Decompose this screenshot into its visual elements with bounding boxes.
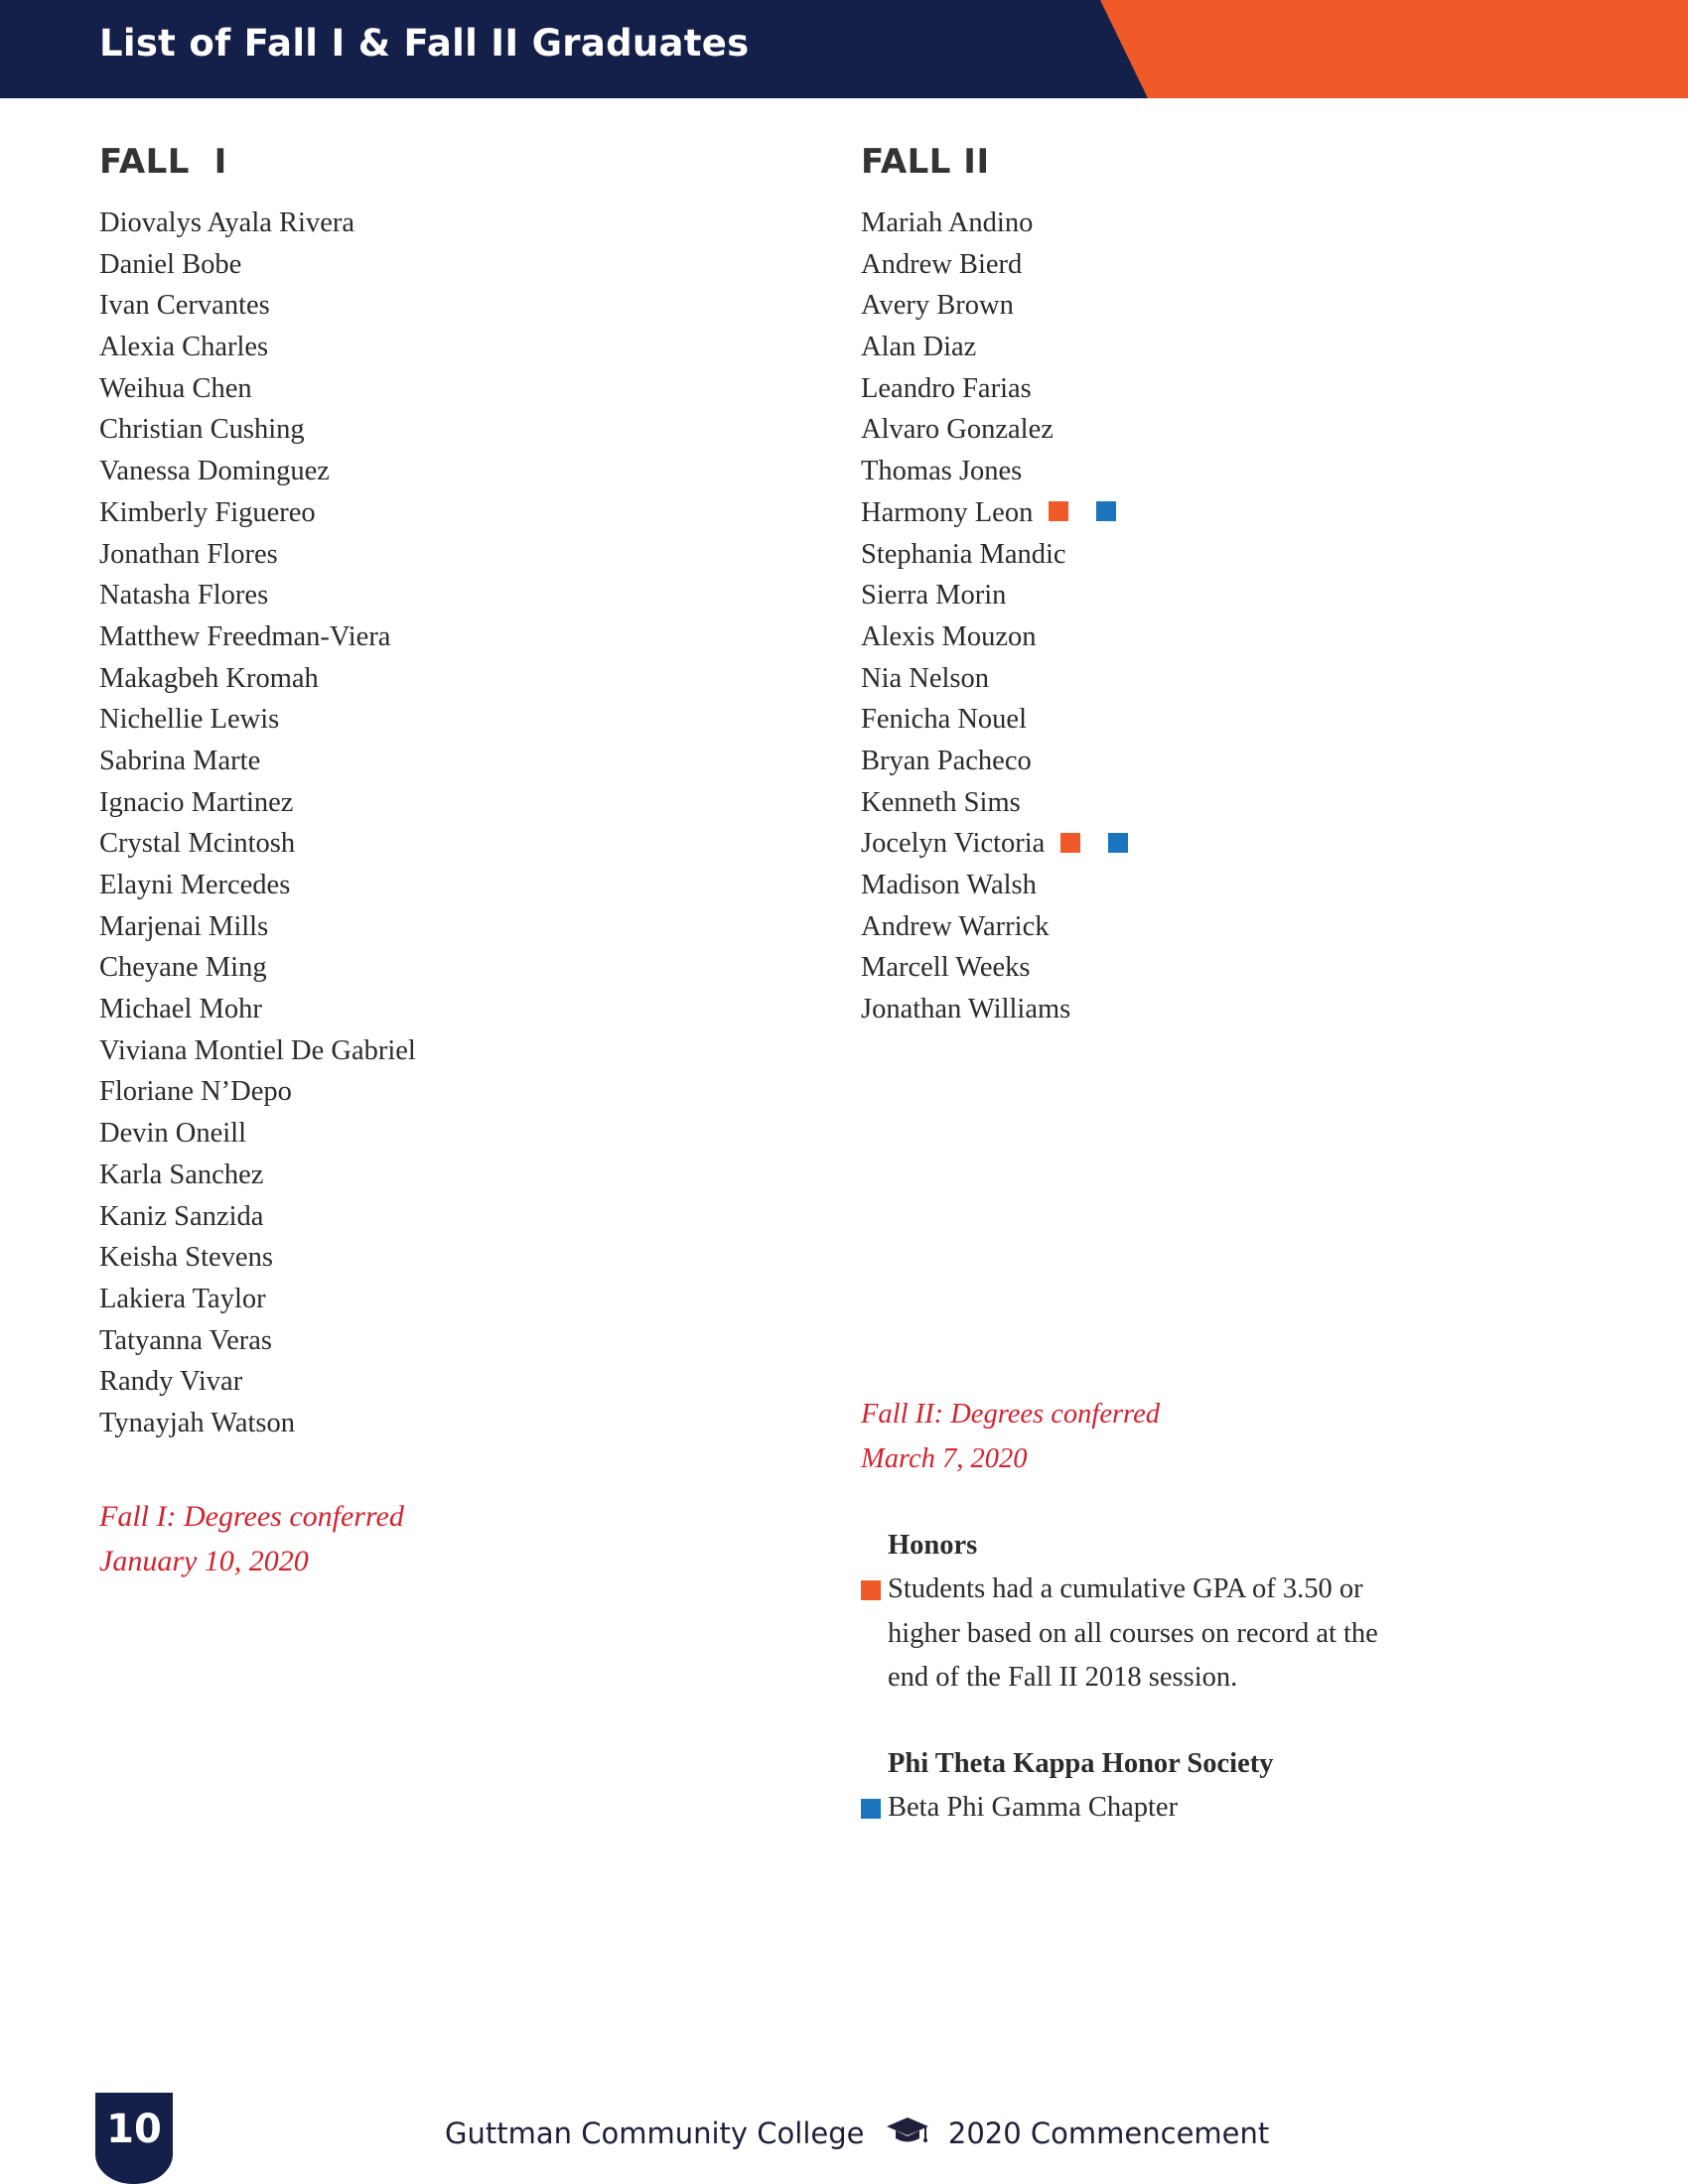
page-number: 10 [106,2107,162,2152]
graduate-row [861,451,1576,492]
graduate-row [861,285,1576,327]
graduate-name: Thomas Jones [861,456,1023,487]
graduate-name: Andrew Bierd [861,248,1023,280]
honors-description: Students had a cumulative GPA of 3.50 or higher based on all courses on record at the end of the Fall II 2018 session. [888,1573,1378,1693]
fall-1-column [99,137,735,1444]
graduate-name: Marcell Weeks [861,952,1031,984]
graduate-name: Lakiera Taylor [99,1283,266,1314]
graduate-name: Mariah Andino [861,207,1034,238]
graduate-name: Michael Mohr [99,994,262,1025]
graduate-row [861,616,1576,658]
graduate-name: Madison Walsh [861,870,1037,900]
graduate-name: Ignacio Martinez [99,786,294,818]
graduate-name: Devin Oneill [99,1118,247,1150]
graduate-row [861,823,1576,865]
fall-1-conferred-date: January 10, 2020 [99,1545,309,1577]
graduate-name: Sabrina Marte [99,745,261,776]
footer [445,2115,1269,2152]
graduate-row [861,368,1576,410]
graduate-row [861,989,1576,1030]
graduate-name: Jocelyn Victoria [861,828,1046,860]
graduation-cap-icon [886,2116,929,2152]
graduate-name: Alexia Charles [99,332,269,363]
fall-2-heading: FALL II [861,142,990,182]
graduate-name: Tatyanna Veras [99,1324,272,1356]
graduate-name: Leandro Farias [861,372,1032,404]
legend [861,1524,1556,1830]
graduate-name: Christian Cushing [99,414,305,446]
graduate-row [861,575,1576,616]
graduate-name: Floriane N’Depo [99,1076,292,1108]
graduate-name: Daniel Bobe [99,248,242,280]
graduate-row [861,947,1576,989]
graduate-name: Andrew Warrick [861,910,1050,942]
graduate-name: Kenneth Sims [861,786,1021,818]
graduate-row [861,409,1576,451]
fall-2-conferred-note [861,1392,1160,1481]
graduate-name: Viviana Montiel De Gabriel [99,1034,416,1066]
fall-1-heading: FALL I [99,142,227,182]
graduate-row [861,865,1576,906]
graduate-name: Natasha Flores [99,580,269,612]
graduate-name: Alan Diaz [861,332,977,363]
ptk-marker-icon [861,1799,881,1819]
graduate-name: Makagbeh Kromah [99,662,319,694]
footer-college-name: Guttman Community College [445,2116,865,2150]
graduate-name: Bryan Pacheco [861,745,1032,776]
honors-heading: Honors [888,1530,978,1561]
graduate-row [861,203,1576,244]
graduate-name: Jonathan Flores [99,538,278,570]
graduate-name: Marjenai Mills [99,910,269,942]
graduate-row [861,327,1576,368]
graduate-row [861,782,1576,824]
graduate-name: Alexis Mouzon [861,620,1037,652]
fall-2-conferred-label: Fall II: Degrees conferred [861,1399,1160,1430]
ptk-heading: Phi Theta Kappa Honor Society [888,1747,1274,1779]
graduate-name: Sierra Morin [861,580,1007,612]
honors-marker-icon [861,1580,881,1600]
graduate-name: Keisha Stevens [99,1242,273,1274]
graduate-row [861,534,1576,576]
graduate-row [861,244,1576,286]
fall-1-conferred-note [99,1494,404,1583]
page-number-badge [95,2093,173,2184]
honors-marker-icon [1049,501,1068,521]
fall-1-name-list [99,203,735,1444]
graduate-name: Randy Vivar [99,1366,243,1398]
graduate-name: Alvaro Gonzalez [861,414,1054,446]
graduate-name: Karla Sanchez [99,1159,264,1190]
graduate-name: Matthew Freedman-Viera [99,620,391,652]
graduate-name: Jonathan Williams [861,994,1071,1025]
graduate-name: Nichellie Lewis [99,704,280,736]
header-accent-shape [1100,0,1688,98]
ptk-marker-icon [1108,833,1128,853]
graduate-name: Crystal Mcintosh [99,828,296,860]
ptk-marker-icon [1096,501,1116,521]
honors-legend-row [861,1568,1556,1701]
fall-2-conferred-date: March 7, 2020 [861,1443,1028,1474]
graduate-name: Harmony Leon [861,496,1034,528]
graduate-row [861,658,1576,700]
graduate-name: Kimberly Figuereo [99,496,316,528]
graduate-name: Nia Nelson [861,662,990,694]
ptk-legend-row [861,1786,1556,1831]
graduate-name: Fenicha Nouel [861,704,1027,736]
header-banner [0,0,1688,98]
graduate-row [861,741,1576,782]
graduate-name: Weihua Chen [99,372,252,404]
graduate-row [861,906,1576,948]
page-title: List of Fall I & Fall II Graduates [99,22,750,65]
fall-1-conferred-label: Fall I: Degrees conferred [99,1500,404,1533]
graduate-name: Avery Brown [861,290,1014,322]
graduate-name: Elayni Mercedes [99,870,291,900]
fall-2-column [861,137,1576,1030]
graduate-name: Vanessa Dominguez [99,456,330,487]
graduate-name: Stephania Mandic [861,538,1066,570]
graduate-name: Diovalys Ayala Rivera [99,207,354,238]
graduate-row [861,699,1576,741]
graduate-name: Ivan Cervantes [99,290,270,322]
fall-2-name-list [861,203,1576,1030]
graduate-name: Cheyane Ming [99,952,267,984]
honors-marker-icon [1060,833,1080,853]
graduate-name: Kaniz Sanzida [99,1200,264,1232]
graduate-row [861,492,1576,534]
graduate-name: Tynayjah Watson [99,1407,296,1438]
ptk-description: Beta Phi Gamma Chapter [888,1791,1179,1823]
footer-event-name: 2020 Commencement [947,2116,1270,2150]
